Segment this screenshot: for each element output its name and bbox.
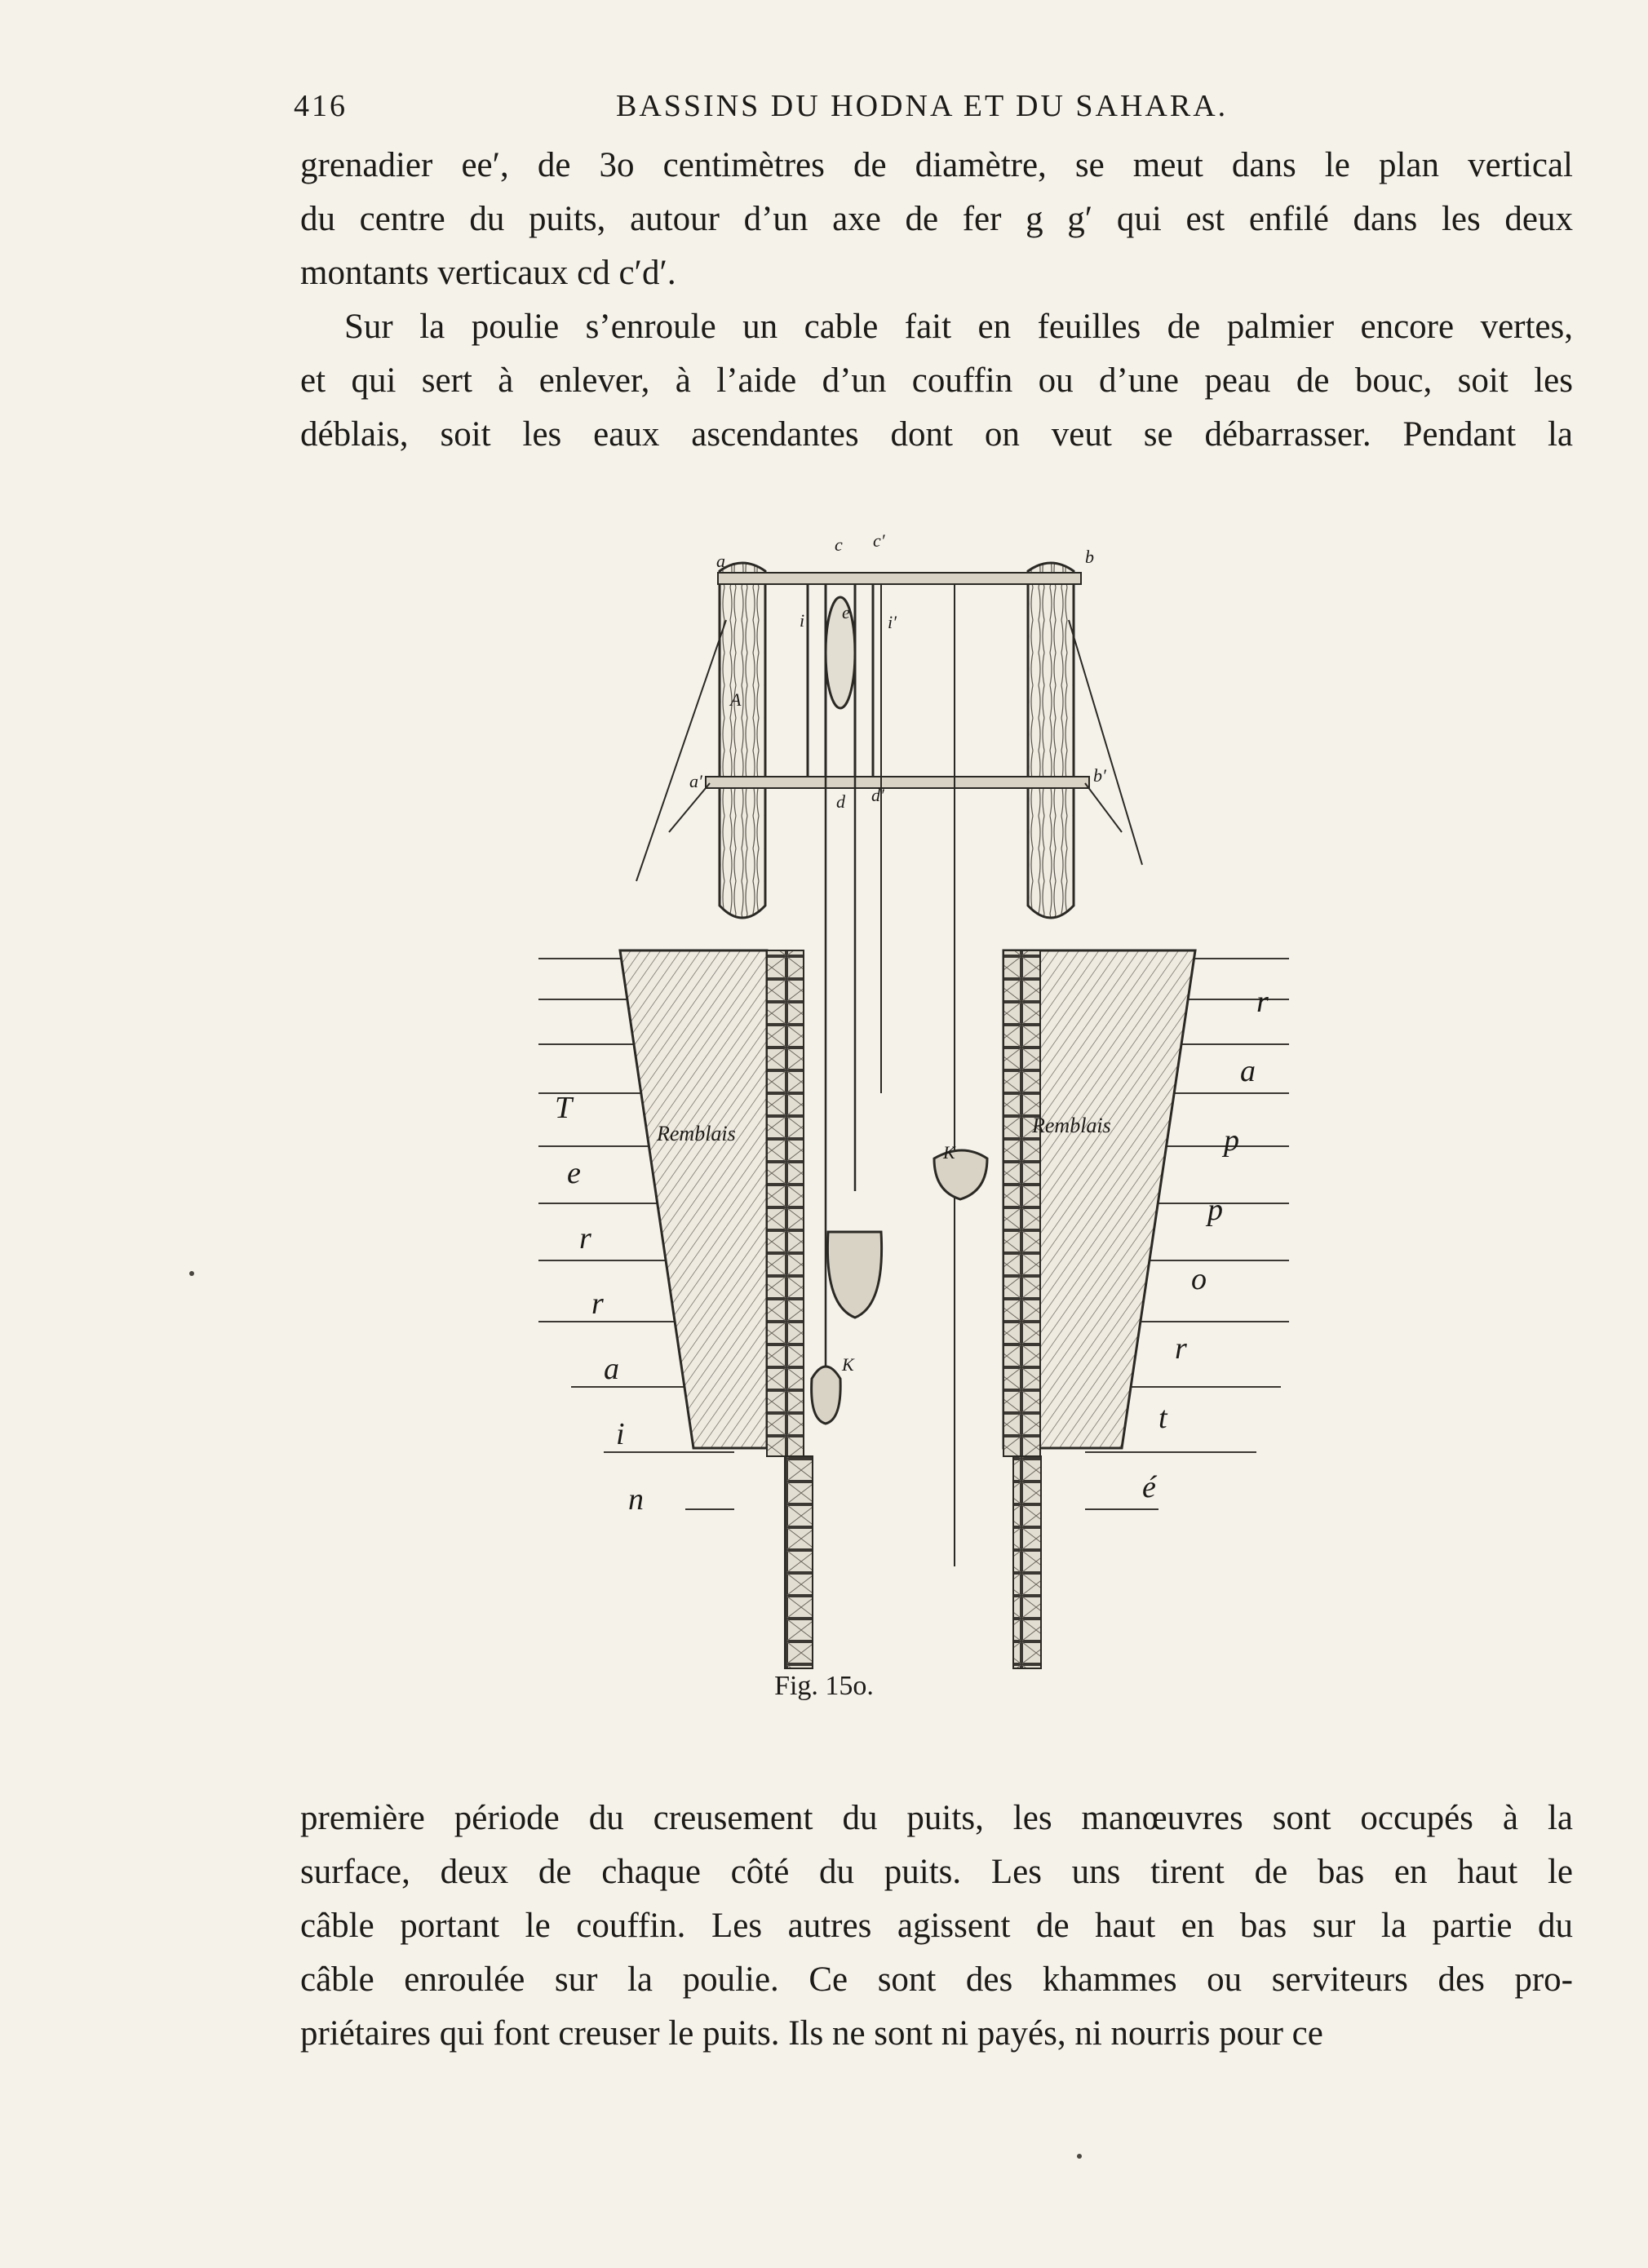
lower-crossbar <box>706 777 1089 788</box>
svg-text:b: b <box>1085 547 1094 567</box>
svg-text:d: d <box>836 791 845 812</box>
well-digging-figure <box>522 522 1297 1681</box>
terrain-letter: a <box>604 1352 619 1386</box>
text-line: montants verticaux cd c′d′. <box>300 254 676 292</box>
paragraph-bottom <box>300 1792 1573 2061</box>
running-title: BASSINS DU HODNA ET DU SAHARA. <box>616 89 1229 123</box>
terrain-letter: é <box>1142 1470 1156 1504</box>
text-line: câble enroulée sur la poulie. Ce sont des khammes ou serviteurs des pro- <box>300 1960 1573 1999</box>
terrain-letter: i <box>616 1417 625 1451</box>
top-crossbar <box>718 573 1081 584</box>
svg-text:A: A <box>730 689 742 710</box>
shaft-wall-left <box>767 950 804 1456</box>
svg-text:Remblais: Remblais <box>657 1122 736 1145</box>
pulley <box>826 597 855 708</box>
svg-text:c′: c′ <box>873 530 885 551</box>
svg-text:a′: a′ <box>689 771 702 791</box>
terrain-letter: T <box>555 1091 573 1125</box>
terrain-letter: r <box>1175 1331 1187 1366</box>
terrain-letter: r <box>579 1221 591 1256</box>
upright-right <box>1028 563 1074 918</box>
text-line: déblais, soit les eaux ascendantes dont on veut se débarrasser. Pendant la <box>300 415 1573 454</box>
text-line: Sur la poulie s’enroule un cable fait en feuilles de palmier encore vertes, <box>344 308 1573 346</box>
ink-speckle <box>189 1271 194 1276</box>
svg-text:e: e <box>842 602 850 622</box>
terrain-letter: a <box>1240 1054 1256 1088</box>
terrain-letter: e <box>567 1156 581 1190</box>
terrain-letter: p <box>1224 1123 1239 1158</box>
terrain-letter: o <box>1191 1262 1207 1296</box>
terrain-letter: r <box>591 1287 604 1321</box>
svg-text:Remblais: Remblais <box>1032 1114 1111 1137</box>
remblais-left <box>620 950 767 1448</box>
ink-speckle <box>1077 2154 1082 2159</box>
svg-text:a: a <box>716 551 725 571</box>
svg-text:d′: d′ <box>871 785 884 805</box>
shaft-lower-right <box>1013 1456 1041 1668</box>
couffin-large <box>827 1232 881 1318</box>
paragraph-top <box>300 139 1573 462</box>
upright-left <box>720 563 765 918</box>
terrain-letter: n <box>628 1482 644 1517</box>
svg-text:i′: i′ <box>888 612 897 632</box>
svg-text:b′: b′ <box>1093 765 1106 786</box>
text-line: du centre du puits, autour d’un axe de fer g g′ qui est enfilé dans les deux <box>300 200 1573 238</box>
terrain-letter: p <box>1207 1193 1223 1227</box>
svg-text:c: c <box>835 534 843 555</box>
text-line: grenadier ee′, de 3o centimètres de diamètre, se meut dans le plan vertical <box>300 146 1573 184</box>
figure-caption: Fig. 15o. <box>774 1671 874 1701</box>
text-line: priétaires qui font creuser le puits. Ils ne sont ni payés, ni nourris pour ce <box>300 2014 1323 2053</box>
goatskin <box>812 1367 841 1424</box>
text-line: première période du creusement du puits, les manœuvres sont occupés à la <box>300 1799 1573 1837</box>
couffin-hanging <box>934 1150 987 1199</box>
text-line: surface, deux de chaque côté du puits. Les uns tirent de bas en haut le <box>300 1853 1573 1891</box>
svg-text:K: K <box>842 1354 854 1375</box>
shaft-lower-left <box>785 1456 813 1668</box>
terrain-letter: r <box>1256 985 1269 1019</box>
svg-text:K: K <box>943 1142 955 1163</box>
terrain-letter: t <box>1158 1401 1167 1435</box>
page-number: 416 <box>294 89 348 123</box>
text-line: et qui sert à enlever, à l’aide d’un couffin ou d’une peau de bouc, soit les <box>300 361 1573 400</box>
text-line: câble portant le couffin. Les autres agissent de haut en bas sur la partie du <box>300 1907 1573 1945</box>
svg-text:i: i <box>800 610 805 631</box>
shaft-wall-right <box>1003 950 1040 1456</box>
